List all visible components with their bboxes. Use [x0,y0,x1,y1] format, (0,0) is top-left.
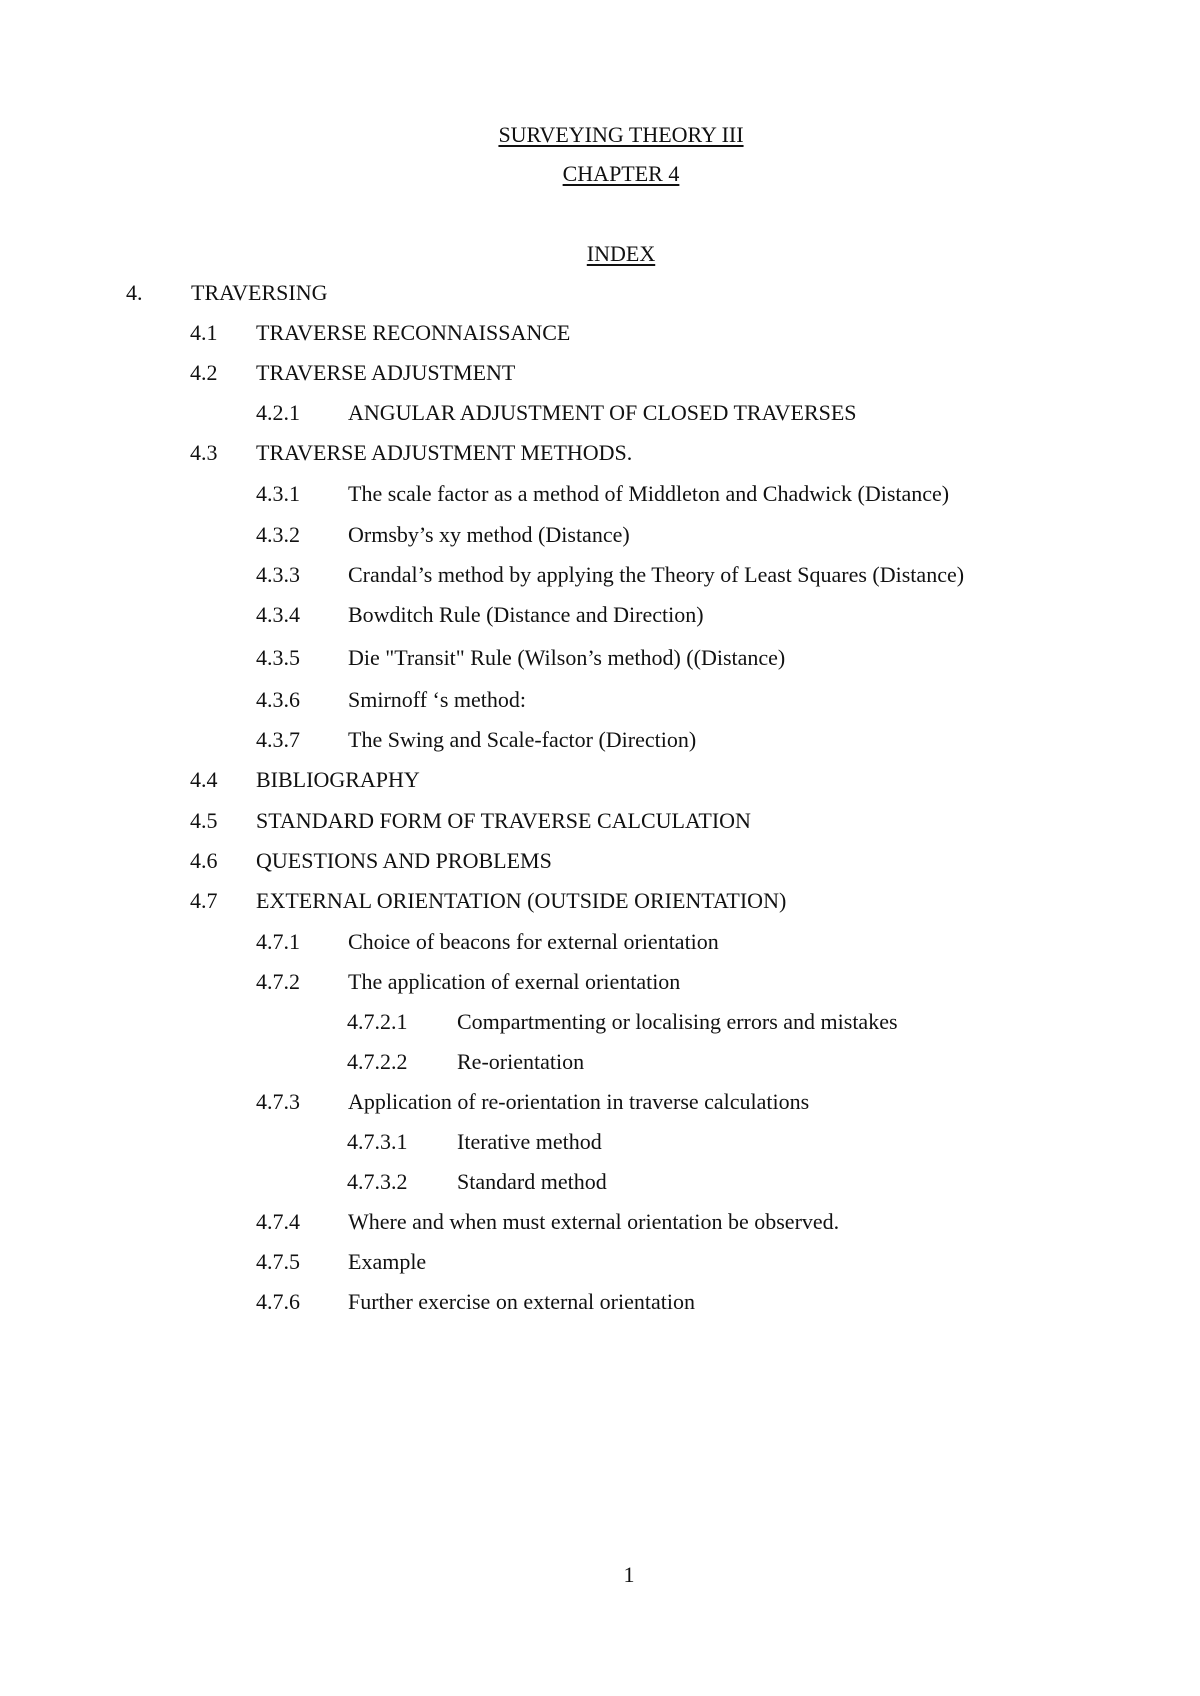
toc-entry-number: 4.4 [190,767,218,792]
toc-entry-title: Choice of beacons for external orientation [348,929,719,954]
toc-entry-title: Re-orientation [457,1049,585,1074]
toc-entry [0,969,1200,995]
toc-entry-title: BIBLIOGRAPHY [256,767,420,792]
toc-entry-number: 4.7.1 [256,929,300,954]
toc-entry-number: 4.7.4 [256,1209,300,1234]
toc-entry [0,481,1200,507]
toc-entry-title: The application of exernal orientation [348,969,681,994]
toc-entry-number: 4.7.5 [256,1249,300,1274]
toc-entry-title: TRAVERSE ADJUSTMENT [256,360,516,385]
toc-entry-title: The scale factor as a method of Middleton and Chadwick (Distance) [348,481,950,506]
toc-entry-title: Smirnoff ‘s method: [348,687,527,712]
toc-entry [0,522,1200,548]
toc-entry-title: Compartmenting or localising errors and mistakes [457,1009,898,1034]
toc-entry-title: ANGULAR ADJUSTMENT OF CLOSED TRAVERSES [348,400,857,425]
toc-entry [0,562,1200,588]
toc-entry-title: Application of re-orientation in traverse calculations [348,1089,810,1114]
toc-entry-title: Example [348,1249,427,1274]
toc-entry-title: Bowditch Rule (Distance and Direction) [348,602,704,627]
toc-entry [0,440,1200,466]
toc-entry [0,1169,1200,1195]
toc-entry-number: 4.3 [190,440,218,465]
toc-entry [0,888,1200,914]
toc-entry [0,808,1200,834]
toc-entry-number: 4.1 [190,320,218,345]
toc-entry-number: 4.3.4 [256,602,300,627]
index-heading: INDEX [586,241,656,266]
toc-entry-title: Where and when must external orientation be observed. [348,1209,840,1234]
toc-entry-title: Further exercise on external orientation [348,1289,695,1314]
toc-entry-number: 4. [126,280,143,305]
toc-entry-number: 4.7.3 [256,1089,300,1114]
toc-entry [0,1249,1200,1275]
toc-entry-number: 4.3.1 [256,481,300,506]
toc-entry [0,687,1200,713]
page-number: 1 [623,1562,635,1587]
toc-entry-number: 4.2.1 [256,400,300,425]
toc-entry [0,1289,1200,1315]
toc-entry-number: 4.3.2 [256,522,300,547]
toc-entry [0,727,1200,753]
toc-entry-number: 4.7.3.2 [347,1169,408,1194]
toc-entry-title: STANDARD FORM OF TRAVERSE CALCULATION [256,808,751,833]
document-title: SURVEYING THEORY III [498,122,744,147]
toc-entry-number: 4.5 [190,808,218,833]
toc-entry [0,1209,1200,1235]
toc-entry-title: TRAVERSE ADJUSTMENT METHODS. [256,440,633,465]
toc-entry [0,1009,1200,1035]
toc-entry-title: TRAVERSE RECONNAISSANCE [256,320,571,345]
toc-entry [0,929,1200,955]
toc-entry [0,320,1200,346]
toc-entry-number: 4.7.2.1 [347,1009,408,1034]
toc-entry [0,400,1200,426]
toc-entry-title: The Swing and Scale-factor (Direction) [348,727,697,752]
toc-entry-number: 4.7.3.1 [347,1129,408,1154]
toc-entry [0,1129,1200,1155]
toc-entry-title: QUESTIONS AND PROBLEMS [256,848,552,873]
toc-entry [0,645,1200,671]
toc-entry-number: 4.7.2 [256,969,300,994]
toc-entry [0,1049,1200,1075]
toc-entry-title: Crandal’s method by applying the Theory of Least Squares (Distance) [348,562,965,587]
toc-entry-number: 4.3.3 [256,562,300,587]
toc-entry-number: 4.7 [190,888,218,913]
toc-entry-title: Iterative method [457,1129,602,1154]
toc-entry [0,848,1200,874]
toc-entry-number: 4.2 [190,360,218,385]
toc-entry-title: Ormsby’s xy method (Distance) [348,522,630,547]
toc-entry-number: 4.7.6 [256,1289,300,1314]
toc-entry [0,1089,1200,1115]
toc-entry-title: Standard method [457,1169,607,1194]
chapter-heading: CHAPTER 4 [562,161,680,186]
toc-entry-number: 4.6 [190,848,218,873]
toc-entry [0,602,1200,628]
toc-entry-number: 4.7.2.2 [347,1049,408,1074]
toc-entry [0,360,1200,386]
toc-entry-title: TRAVERSING [191,280,328,305]
toc-entry-title: Die "Transit" Rule (Wilson’s method) ((Distance) [348,645,786,670]
toc-entry [0,280,1200,306]
toc-entry [0,767,1200,793]
toc-entry-number: 4.3.5 [256,645,300,670]
toc-entry-title: EXTERNAL ORIENTATION (OUTSIDE ORIENTATION) [256,888,787,913]
toc-entry-number: 4.3.6 [256,687,300,712]
toc-entry-number: 4.3.7 [256,727,300,752]
